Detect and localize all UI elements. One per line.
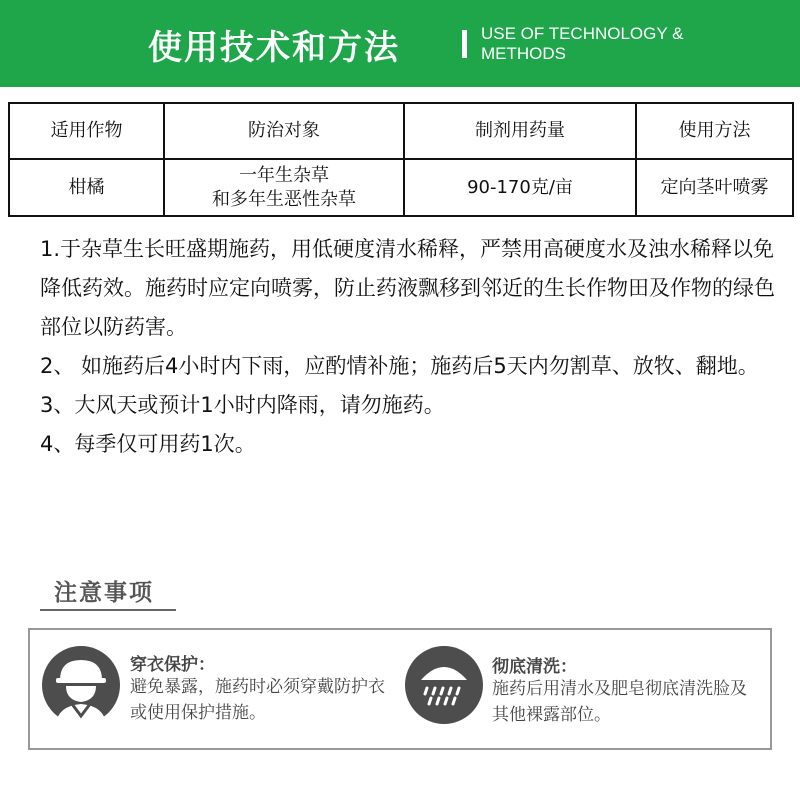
instruction-item: 2、 如施药后4小时内下雨，应酌情补施；施药后5天内勿割草、放牧、翻地。 [40,354,759,378]
table-row [9,159,793,216]
title-separator [462,30,467,58]
notice-label-clothing: 穿衣保护： [130,655,215,675]
shower-icon [405,646,483,724]
table-header-row [9,103,793,159]
target-cell [164,159,404,216]
dosage-cell: 90-170克/亩 [404,159,636,216]
notice-label-washing: 彻底清洗： [492,657,577,677]
protective-worker-icon [42,646,120,724]
method-cell: 定向茎叶喷雾 [636,159,793,216]
column-header: 制剂用药量 [404,103,636,159]
usage-instructions [40,230,780,464]
notice-title: 注意事项 [54,580,154,606]
target-line-1: 一年生杂草 [239,164,329,186]
instruction-item: 1.于杂草生长旺盛期施药，用低硬度清水稀释，严禁用高硬度水及浊水稀释以免降低药效。施药时应定向喷雾，防止药液飘移到邻近的生长作物田及作物的绿色部位以防药害。 [40,237,775,339]
crop-cell: 柑橘 [9,159,164,216]
notice-title-underline [40,609,176,611]
column-header: 适用作物 [9,103,164,159]
page-subtitle-en: USE OF TECHNOLOGY & METHODS [481,24,684,63]
column-header: 防治对象 [164,103,404,159]
instruction-item: 3、大风天或预计1小时内降雨，请勿施药。 [40,393,445,417]
usage-table [8,102,794,217]
page-title: 使用技术和方法 [148,28,400,68]
column-header: 使用方法 [636,103,793,159]
notice-text-clothing: 避免暴露，施药时必须穿戴防护衣或使用保护措施。 [130,677,385,723]
instruction-item: 4、每季仅可用药1次。 [40,432,256,456]
header-banner [0,0,800,87]
target-line-2: 和多年生恶性杂草 [212,188,356,210]
notice-text-washing: 施药后用清水及肥皂彻底清洗脸及其他裸露部位。 [492,679,747,725]
